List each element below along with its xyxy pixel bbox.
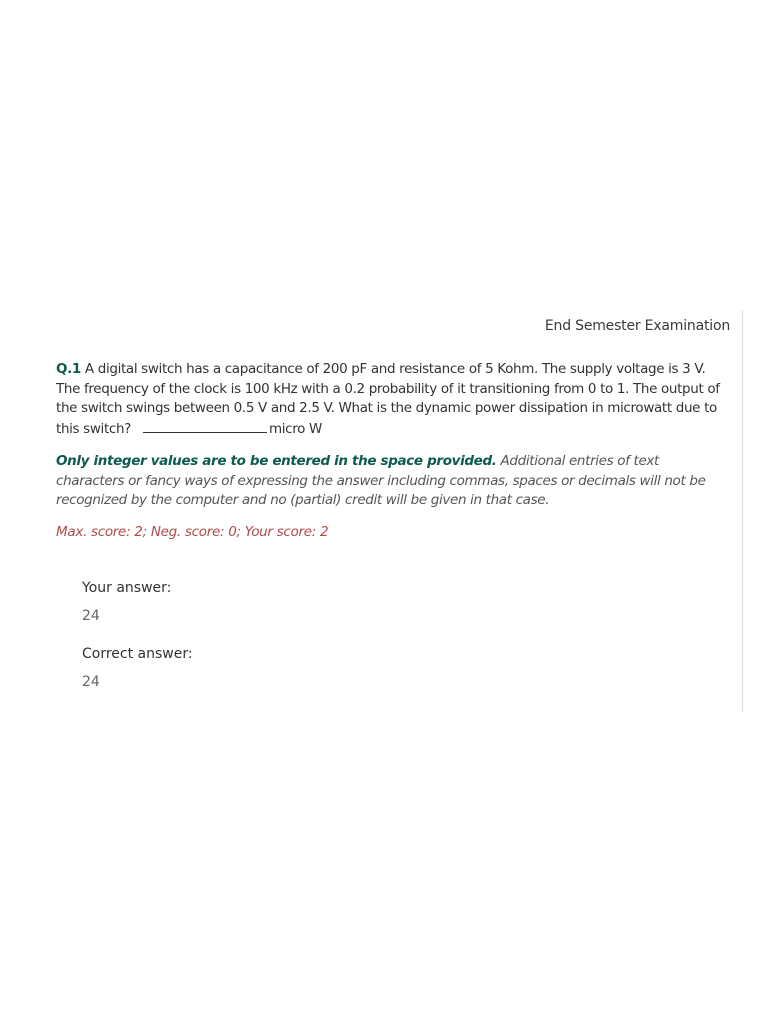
- score-summary: Max. score: 2; Neg. score: 0; Your score: 2: [56, 524, 329, 540]
- answer-blank: [143, 419, 267, 433]
- question-card: [0, 310, 743, 712]
- your-answer-value: 24: [82, 608, 100, 624]
- question-body: A digital switch has a capacitance of 200 pF and resistance of 5 Kohm. The supply voltage is 3 V. The frequency of the clock is 100 kHz with a 0.2 probability of it transitioning from 0 to 1. The output of the switch swings between 0.5 V and 2.5 V. What is the dynamic power dissipation in microwatt due to this switch?: [56, 361, 720, 437]
- question-number: Q.1: [56, 361, 81, 377]
- correct-answer-value: 24: [82, 674, 100, 690]
- instructions-detail: Additional entries of text characters or fancy ways of expressing the answer including commas, spaces or decimals will not be recognized by the computer and no (partial) credit will be given in that case.: [56, 453, 706, 508]
- exam-title: End Semester Examination: [544, 318, 730, 334]
- answer-unit: micro W: [268, 420, 322, 437]
- your-answer-block: [82, 578, 171, 626]
- instructions-emphasis: Only integer values are to be entered in the space provided.: [56, 453, 497, 469]
- answer-instructions: [56, 452, 721, 511]
- correct-answer-label: Correct answer:: [82, 646, 193, 662]
- your-answer-label: Your answer:: [82, 580, 172, 596]
- correct-answer-block: [82, 644, 193, 692]
- question-text: [56, 360, 721, 439]
